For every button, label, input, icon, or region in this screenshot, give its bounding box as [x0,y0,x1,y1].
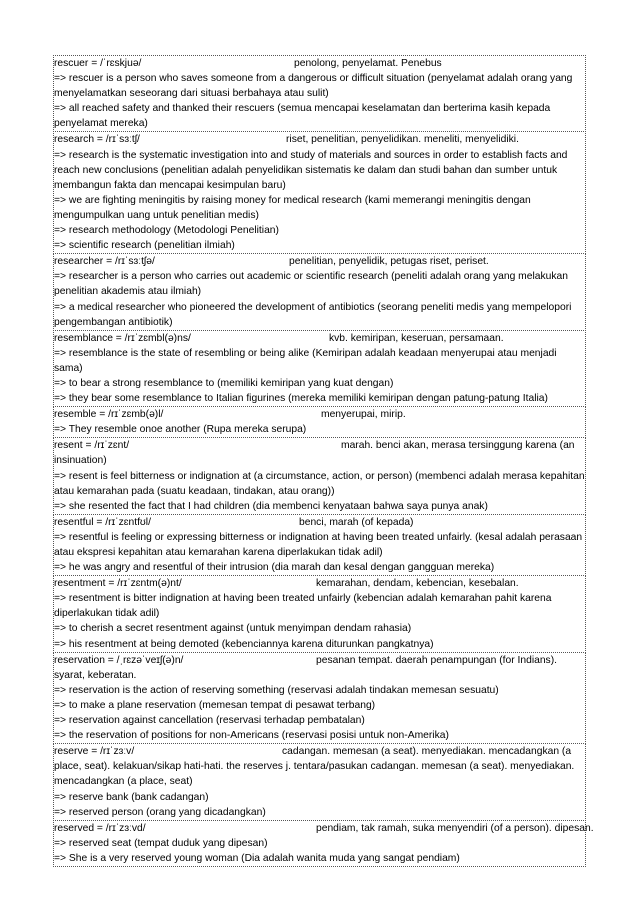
entry-headline [54,653,585,683]
entry-definition: benci, marah (of kepada) [299,516,414,528]
entry-definition: penolong, penyelamat. Penebus [294,58,442,69]
entry-example-line: => reserved seat (tempat duduk yang dipesan) [54,837,268,849]
entry-example-line: => rescuer is a person who saves someone from a dangerous or difficult situation (penyelamat adalah orang yang menyelamatkan seseorang dari situasi berbahaya atau sulit) [54,73,576,100]
entry-definition: riset, penelitian, penyelidikan. meneliti, menyelidiki. [286,134,519,146]
entry-example-line: => resemblance is the state of resembling or being alike (Kemiripan adalah keadaan menyerupai atau menjadi sama) [54,347,560,374]
entry-definition: menyerupai, mirip. [321,409,406,421]
entry-headline [54,576,585,591]
entry-example-line: => researcher is a person who carries out academic or scientific research (peneliti adalah orang yang melakukan penelitian akademis atau ilmiah) [54,271,571,298]
dictionary-entry [53,330,586,407]
entry-example-line: => She is a very reserved young woman (Dia adalah wanita muda yang sangat pendiam) [54,852,460,864]
entry-word: resentful = /rɪˈzɛntfʊl/ [54,516,151,528]
entry-headline [54,821,594,836]
entry-example-line: => to make a plane reservation (memesan tempat di pesawat terbang) [54,699,376,711]
dictionary-entry [53,253,586,330]
entry-example-line: => reserved person (orang yang dicadangkan) [54,806,266,818]
dictionary-entry [53,437,586,514]
dictionary-entry [53,514,586,576]
entry-example-line: => she resented the fact that I had children (dia membenci kenyataan bahwa saya punya anak) [54,500,488,512]
entry-definition: marah. benci akan, merasa tersinggung karena (an insinuation) [54,440,575,467]
entry-example-line: => resent is feel bitterness or indignation at (a circumstance, action, or person) (membenci adalah merasa kepahitan atau kemarahan pada (suatu keadaan, tindakan, atau orang)) [54,470,588,497]
dictionary-entry [53,743,586,820]
entry-example-line: => his resentment at being demoted (kebenciannya karena diturunkan pangkatnya) [54,638,434,650]
entry-headline [54,744,585,789]
entry-headline [54,407,585,422]
entry-example-line: => reservation is the action of reserving something (reservasi adalah tindakan memesan sesuatu) [54,684,499,696]
entry-definition: kvb. kemiripan, keseruan, persamaan. [329,332,504,344]
entry-example-line: => a medical researcher who pioneered the development of antibiotics (seorang peneliti medis yang mempelopori pengembangan antibiotik) [54,301,575,328]
entry-word: researcher = /rɪˈsɜːtʃə/ [54,256,155,268]
dictionary-entry [53,652,586,745]
entry-definition: pesanan tempat. daerah penampungan (for Indians). syarat, keberatan. [54,654,557,681]
dictionary-page [53,56,594,867]
entry-headline [54,56,585,71]
entry-example-line: => They resemble onoe another (Rupa mereka serupa) [54,424,307,436]
entry-definition: pendiam, tak ramah, suka menyendiri (of a person). dipesan. [316,822,594,834]
entry-example-line: => resentment is bitter indignation at having been treated unfairly (kebencian adalah kemarahan pahit karena diperlakukan tidak adil) [54,593,555,620]
entry-headline [54,132,585,147]
entry-word: reservation = /ˌrɛzəˈveɪʃ(ə)n/ [54,654,184,666]
entry-example-line: => resentful is feeling or expressing bitterness or indignation at having been treated unfairly. (kesal adalah perasaan atau ekspresi kepahitan atau kemarahan karena diperlakukan tidak adil) [54,531,586,558]
entry-example-line: => scientific research (penelitian ilmiah) [54,240,235,252]
entry-example-line: => all reached safety and thanked their rescuers (semua mencapai keselamatan dan berterima kasih kepada penyelamat mereka) [54,103,554,130]
entry-word: resemble = /rɪˈzɛmb(ə)l/ [54,409,164,421]
entry-headline [54,515,585,530]
entry-example-line: => he was angry and resentful of their intrusion (dia marah dan kesal dengan gangguan mereka) [54,562,495,574]
entry-example-line: => to cherish a secret resentment against (untuk menyimpan dendam rahasia) [54,623,412,635]
dictionary-entry [53,406,586,438]
entry-example-line: => reservation against cancellation (reservasi terhadap pembatalan) [54,715,365,727]
entry-example-line: => they bear some resemblance to Italian figurines (mereka memiliki kemiripan dengan patung-patung Italia) [54,393,548,405]
dictionary-entry [53,131,586,254]
entry-definition: cadangan. memesan (a seat). menyediakan. mencadangkan (a place, seat). kelakuan/sikap hati-hati. the reserves j. tentara/pasukan cadangan. memesan (a seat). menyediakan. mencadangkan (a place, seat) [54,746,575,788]
entry-headline [54,331,585,346]
dictionary-entry [53,820,594,867]
entry-word: rescuer = /ˈrɛskjuə/ [54,58,142,69]
entry-example-line: => to bear a strong resemblance to (memiliki kemiripan yang kuat dengan) [54,377,394,389]
entry-example-line: => the reservation of positions for non-Americans (reservasi posisi untuk non-Amerika) [54,730,449,742]
dictionary-entry [53,55,586,132]
entry-example-line: => reserve bank (bank cadangan) [54,791,209,803]
entry-definition: penelitian, penyelidik, petugas riset, periset. [289,256,489,268]
entry-word: research = /rɪˈsɜːtʃ/ [54,134,140,146]
entry-headline [54,438,585,468]
entry-definition: kemarahan, dendam, kebencian, kesebalan. [316,578,519,590]
entry-example-line: => research is the systematic investigation into and study of materials and sources in order to establish facts and reach new conclusions (penelitian adalah penyelidikan sistematis ke dalam dan studi bahan dan sumber untuk membangun fakta dan mencapai kesimpulan baru) [54,149,571,191]
entry-word: reserve = /rɪˈzɜːv/ [54,746,135,758]
entry-word: resentment = /rɪˈzɛntm(ə)nt/ [54,578,182,590]
dictionary-entry [53,575,586,652]
entry-word: resent = /rɪˈzɛnt/ [54,440,130,452]
entry-headline [54,254,585,269]
entry-example-line: => we are fighting meningitis by raising money for medical research (kami memerangi meningitis dengan mengumpulkan uang untuk penelitian medis) [54,194,534,221]
entry-word: resemblance = /rɪˈzɛmbl(ə)ns/ [54,332,191,344]
entry-example-line: => research methodology (Metodologi Penelitian) [54,225,279,237]
entry-word: reserved = /rɪˈzɜːvd/ [54,822,146,834]
